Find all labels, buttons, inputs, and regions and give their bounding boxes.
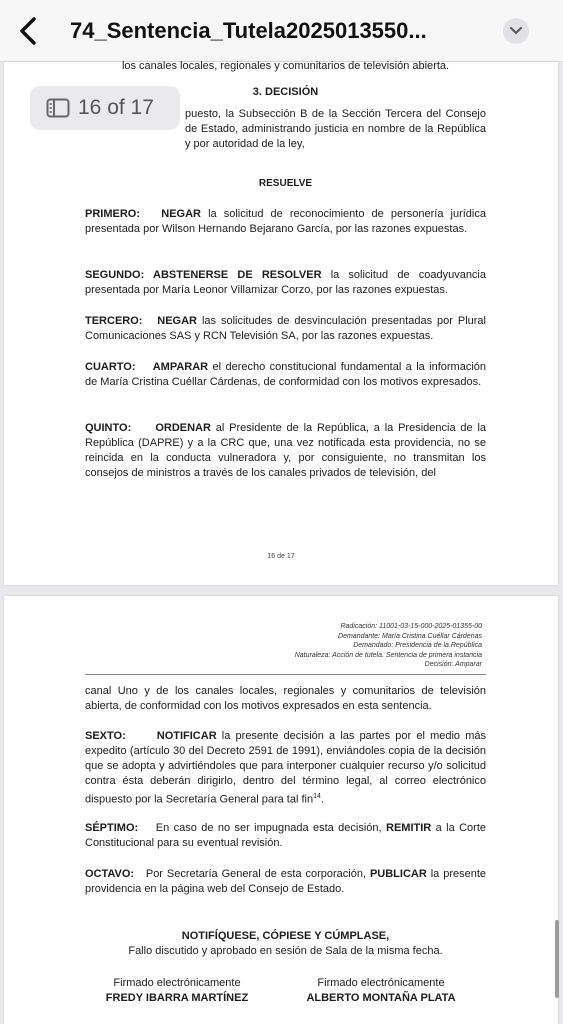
octavo-paragraph: OCTAVO: Por Secretaría General de esta corporación, PUBLICAR la presente providencia en la página web del Consejo de Estado. (85, 868, 487, 895)
header-divider (85, 674, 486, 675)
sidebar-icon (46, 98, 70, 118)
intro-paragraph: puesto, la Subsección B de la Sección Tercera del Consejo de Estado, administrando justicia en nombre de la República y por autoridad de la ley, (185, 108, 486, 150)
cut-top-line: los canales locales, regionales y comunitarios de televisión abierta. (121, 60, 450, 72)
septimo-label: SÉPTIMO: (85, 822, 139, 834)
signature-1: Firmado electrónicamente FREDY IBARRA MARTÍNEZ (105, 977, 249, 1004)
page-number: 16 de 17 (267, 553, 295, 560)
continuation-paragraph: canal Uno y de los canales locales, regionales y comunitarios de televisión abierta, de conformidad con los motivos expresados en esta sentencia. (85, 685, 486, 712)
cuarto-label: CUARTO: AMPARAR (85, 361, 209, 373)
tercero-label: TERCERO: NEGAR (85, 315, 197, 327)
closing-line: NOTIFÍQUESE, CÓPIESE Y CÚMPLASE, (181, 930, 390, 942)
running-header: Radicación: 11001-03-15-000-2025-01355-00 Demandante: María Cristina Cuéllar Cárdenas Demandado: Presidencia de la República Naturaleza: Acción de tutela. Sentencia de primera instancia Decisión: Amparar (294, 623, 482, 668)
quinto-paragraph: QUINTO: ORDENAR al Presidente de la República, a la Presidencia de la República (DAPRE) y a la CRC que, una vez notificada esta providencia, no se reincida en la conducta vulneradora y, por consiguiente, no transmitan los consejos de ministros a través de los canales privados de televisión, del (85, 422, 487, 479)
tercero-paragraph: TERCERO: NEGAR las solicitudes de desvinculación presentadas por Plural Comunicaciones SAS y RCN Televisión SA, por las razones expuestas. (85, 315, 486, 342)
page-indicator-label: 16 of 17 (78, 96, 154, 119)
segundo-paragraph: SEGUNDO: ABSTENERSE DE RESOLVER la solicitud de coadyuvancia presentada por María Leonor Villamizar Corzo, por las razones expuestas. (85, 269, 486, 296)
document-title: 74_Sentencia_Tutela2025013550... (70, 17, 427, 43)
quinto-label: QUINTO: ORDENAR (85, 422, 211, 434)
title-menu-button[interactable] (503, 18, 529, 44)
pdf-page-17[interactable] (4, 596, 558, 1024)
signature-2: Firmado electrónicamente ALBERTO MONTAÑA PLATA (306, 977, 456, 1004)
top-toolbar (0, 0, 563, 62)
primero-paragraph: PRIMERO: NEGAR la solicitud de reconocimiento de personería jurídica presentada por Wilson Hernando Bejarano García, por las razones expuestas. (85, 208, 486, 235)
page-indicator (30, 86, 180, 130)
closing-subline: Fallo discutido y aprobado en sesión de Sala de la misma fecha. (128, 945, 443, 957)
primero-label: PRIMERO: NEGAR (85, 208, 201, 220)
septimo-paragraph: SÉPTIMO: En caso de no ser impugnada esta decisión, REMITIR a la Corte Constitucional para su eventual revisión. (85, 822, 486, 849)
cuarto-paragraph: CUARTO: AMPARAR el derecho constitucional fundamental a la información de María Cristina Cuéllar Cárdenas, de conformidad con los motivos expresados. (85, 361, 487, 388)
back-button[interactable] (8, 11, 48, 51)
sexto-label: SEXTO: NOTIFICAR (85, 730, 217, 742)
chevron-down-icon (510, 27, 522, 35)
resuelve-heading: RESUELVE (258, 178, 313, 189)
section-heading: 3. DECISIÓN (252, 86, 319, 98)
octavo-label: OCTAVO: (85, 868, 135, 880)
pdf-page-16[interactable] (4, 62, 558, 585)
segundo-label: SEGUNDO: ABSTENERSE DE RESOLVER (85, 269, 322, 281)
chevron-left-icon (17, 16, 39, 46)
scrollbar[interactable] (555, 920, 559, 998)
sexto-paragraph: SEXTO: NOTIFICAR la presente decisión a las partes por el medio más expedito (artículo 30 del Decreto 2591 de 1991), enviándoles copia de la decisión que se adopta y advirtiéndoles que para interponer cualquier recurso y/o solicitud contra ésta deberán dirigirlo, dentro del término legal, al correo electrónico dispuesto por la Secretaría General para tal fin$^{14}$. (85, 730, 486, 806)
